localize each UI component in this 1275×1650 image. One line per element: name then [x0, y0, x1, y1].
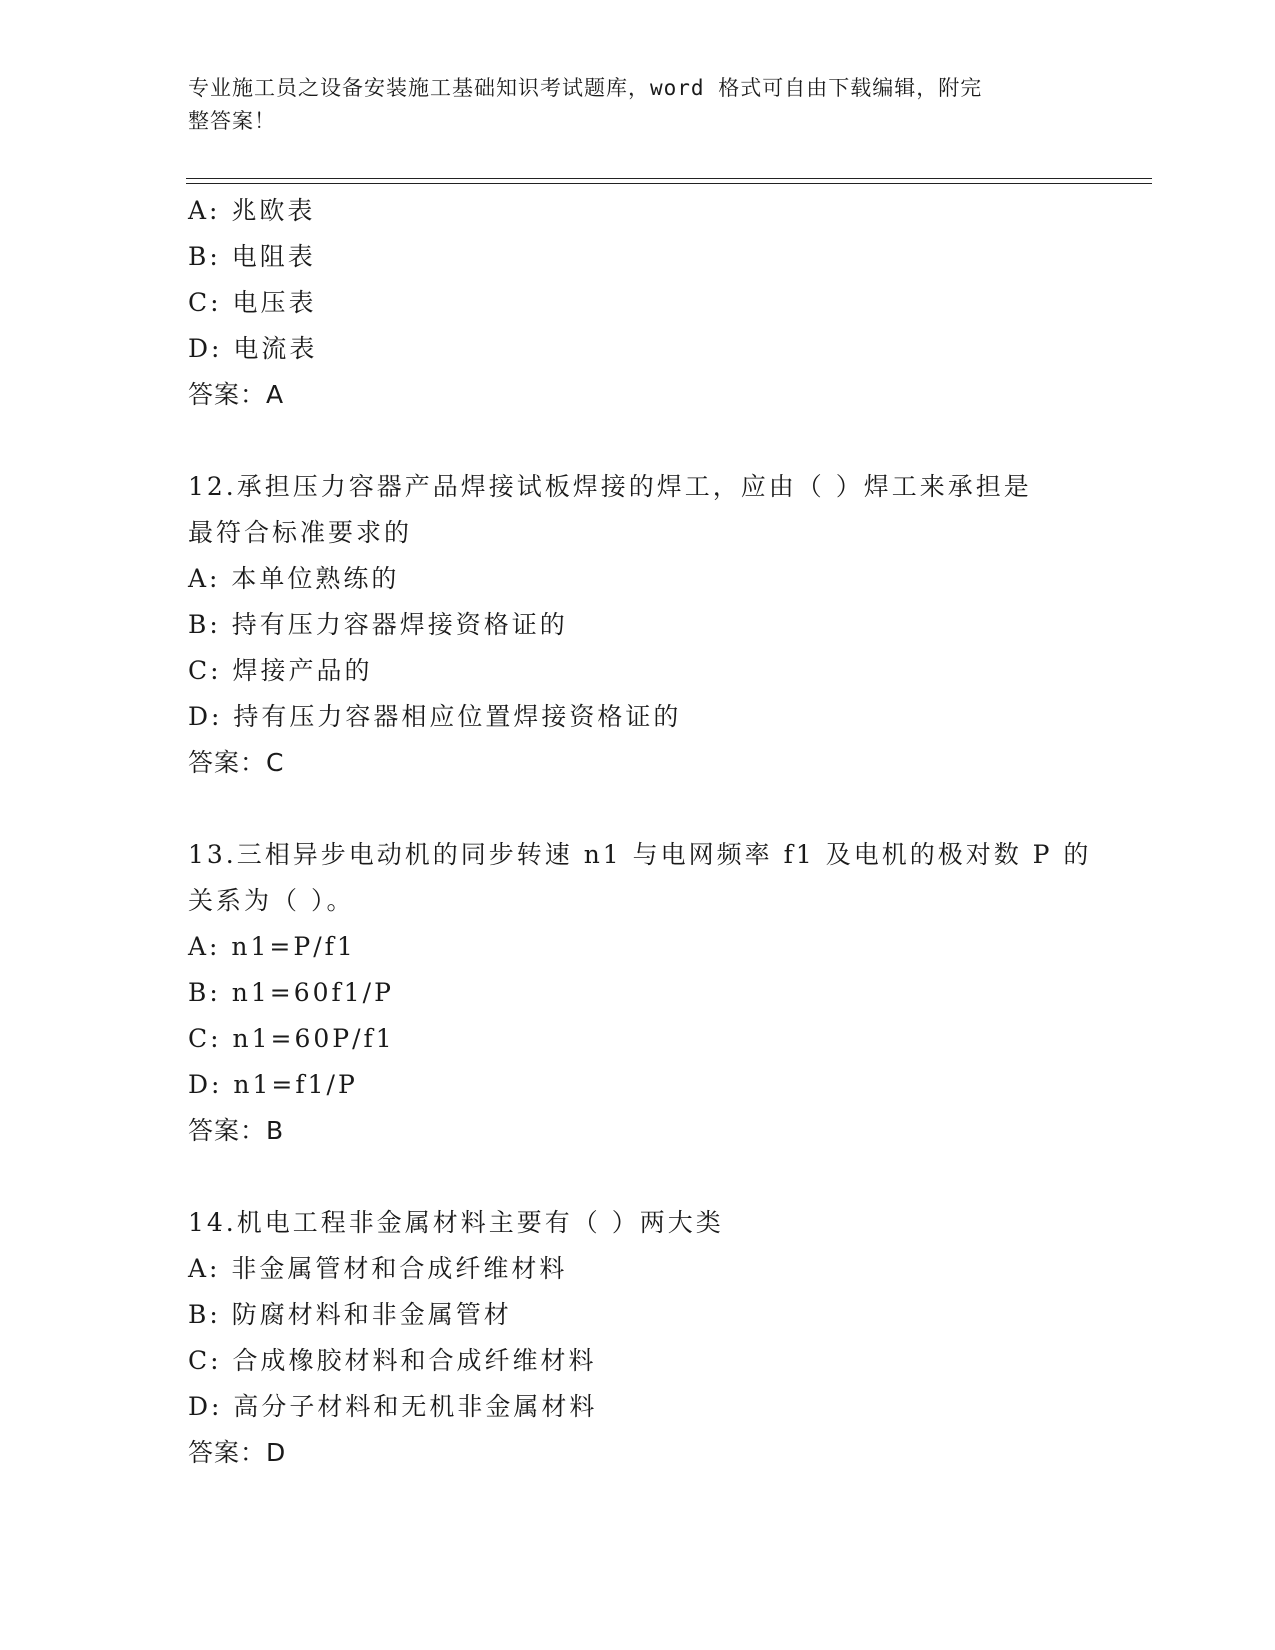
option-c: C: 合成橡胶材料和合成纤维材料: [188, 1346, 597, 1375]
answer-line: 答案：D: [188, 1438, 287, 1467]
header-title-line-1: 专业施工员之设备安装施工基础知识考试题库，word 格式可自由下载编辑，附完: [188, 76, 983, 100]
question-stem-line-2: 关系为（ ）。: [188, 886, 355, 915]
option-a: A: n1=P/f1: [188, 932, 356, 961]
question-11: [188, 188, 1088, 418]
option-a: A: 本单位熟练的: [188, 564, 400, 593]
question-13: [188, 832, 1092, 1154]
option-d: D: 持有压力容器相应位置焊接资格证的: [188, 702, 682, 731]
document-header: [188, 72, 1068, 138]
header-divider-bottom: [186, 183, 1152, 184]
option-c: C: n1=60P/f1: [188, 1024, 395, 1053]
question-spacer: [188, 786, 1088, 832]
question-12: [188, 464, 1088, 786]
option-b: B: n1=60f1/P: [188, 978, 394, 1007]
option-d: D: n1=f1/P: [188, 1070, 358, 1099]
question-stem-line-1: 13.三相异步电动机的同步转速 n1 与电网频率 f1 及电机的极对数 P 的: [188, 840, 1092, 869]
answer-line: 答案：C: [188, 748, 285, 777]
option-b: B: 电阻表: [188, 242, 316, 271]
header-divider-top: [186, 178, 1152, 179]
question-spacer: [188, 418, 1088, 464]
header-title-line-2: 整答案！: [188, 109, 276, 133]
option-a: A: 非金属管材和合成纤维材料: [188, 1254, 568, 1283]
question-list: [188, 188, 1092, 1476]
option-b: B: 持有压力容器焊接资格证的: [188, 610, 568, 639]
option-c: C: 电压表: [188, 288, 317, 317]
question-spacer: [188, 1154, 1088, 1200]
question-stem-line-1: 12.承担压力容器产品焊接试板焊接的焊工，应由（ ）焊工来承担是: [188, 472, 1032, 501]
option-a: A: 兆欧表: [188, 196, 316, 225]
question-stem-line-1: 14.机电工程非金属材料主要有（ ）两大类: [188, 1208, 724, 1237]
answer-line: 答案：A: [188, 380, 285, 409]
option-c: C: 焊接产品的: [188, 656, 373, 685]
option-d: D: 电流表: [188, 334, 318, 363]
option-d: D: 高分子材料和无机非金属材料: [188, 1392, 598, 1421]
answer-line: 答案：B: [188, 1116, 285, 1145]
question-stem-line-2: 最符合标准要求的: [188, 518, 413, 547]
option-b: B: 防腐材料和非金属管材: [188, 1300, 512, 1329]
question-14: [188, 1200, 1088, 1476]
